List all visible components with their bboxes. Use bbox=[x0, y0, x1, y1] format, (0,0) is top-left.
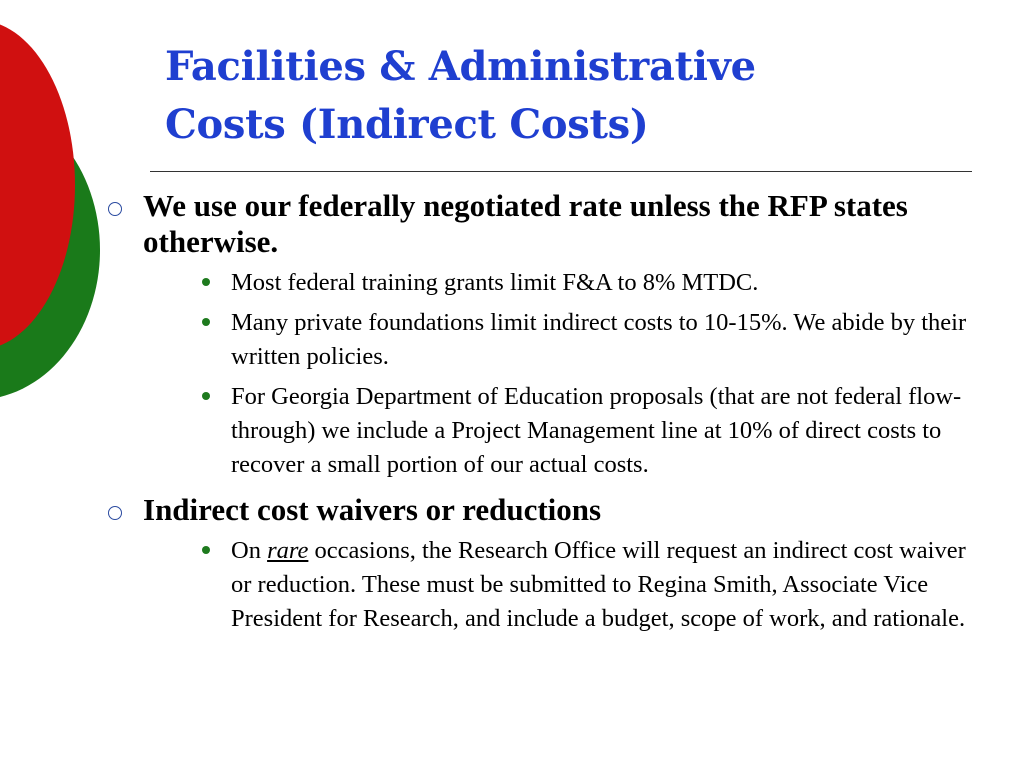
hollow-circle-bullet-icon bbox=[108, 506, 122, 520]
sub-bullet-2-1 bbox=[143, 534, 990, 636]
sub-bullet-text: Most federal training grants limit F&A to 8% MTDC. bbox=[231, 269, 759, 296]
emphasized-word: rare bbox=[267, 537, 309, 564]
filled-circle-bullet-icon bbox=[202, 546, 210, 554]
sub-bullet-prefix: On bbox=[231, 537, 268, 564]
slide-title-line-2: Costs (Indirect Costs) bbox=[165, 101, 649, 148]
slide-title bbox=[165, 38, 985, 154]
bullet-point-text: We use our federally negotiated rate unless the RFP states otherwise. bbox=[143, 188, 908, 259]
filled-circle-bullet-icon bbox=[202, 278, 210, 286]
sub-bullet-1-1 bbox=[143, 266, 990, 300]
slide-body bbox=[100, 188, 990, 636]
sub-bullet-text: For Georgia Department of Education proposals (that are not federal flow-through) we include a Project Management line at 10% of direct costs to recover a small portion of our actual costs. bbox=[231, 383, 962, 478]
sub-bullet-1-2 bbox=[143, 306, 990, 374]
filled-circle-bullet-icon bbox=[202, 318, 210, 326]
hollow-circle-bullet-icon bbox=[108, 202, 122, 216]
filled-circle-bullet-icon bbox=[202, 392, 210, 400]
bullet-point-2 bbox=[100, 492, 990, 636]
sub-bullet-text: Many private foundations limit indirect costs to 10-15%. We abide by their written policies. bbox=[231, 309, 967, 370]
title-divider bbox=[150, 171, 972, 172]
slide-title-line-1: Facilities & Administrative bbox=[165, 43, 756, 90]
sub-bullet-1-3 bbox=[143, 380, 990, 482]
bullet-point-1 bbox=[100, 188, 990, 482]
sub-bullet-suffix: occasions, the Research Office will request an indirect cost waiver or reduction. These must be submitted to Regina Smith, Associate Vice President for Research, and include a budget, scope of work, and rationale. bbox=[231, 537, 966, 632]
sub-bullet-text bbox=[231, 534, 990, 636]
bullet-point-text: Indirect cost waivers or reductions bbox=[143, 492, 602, 527]
